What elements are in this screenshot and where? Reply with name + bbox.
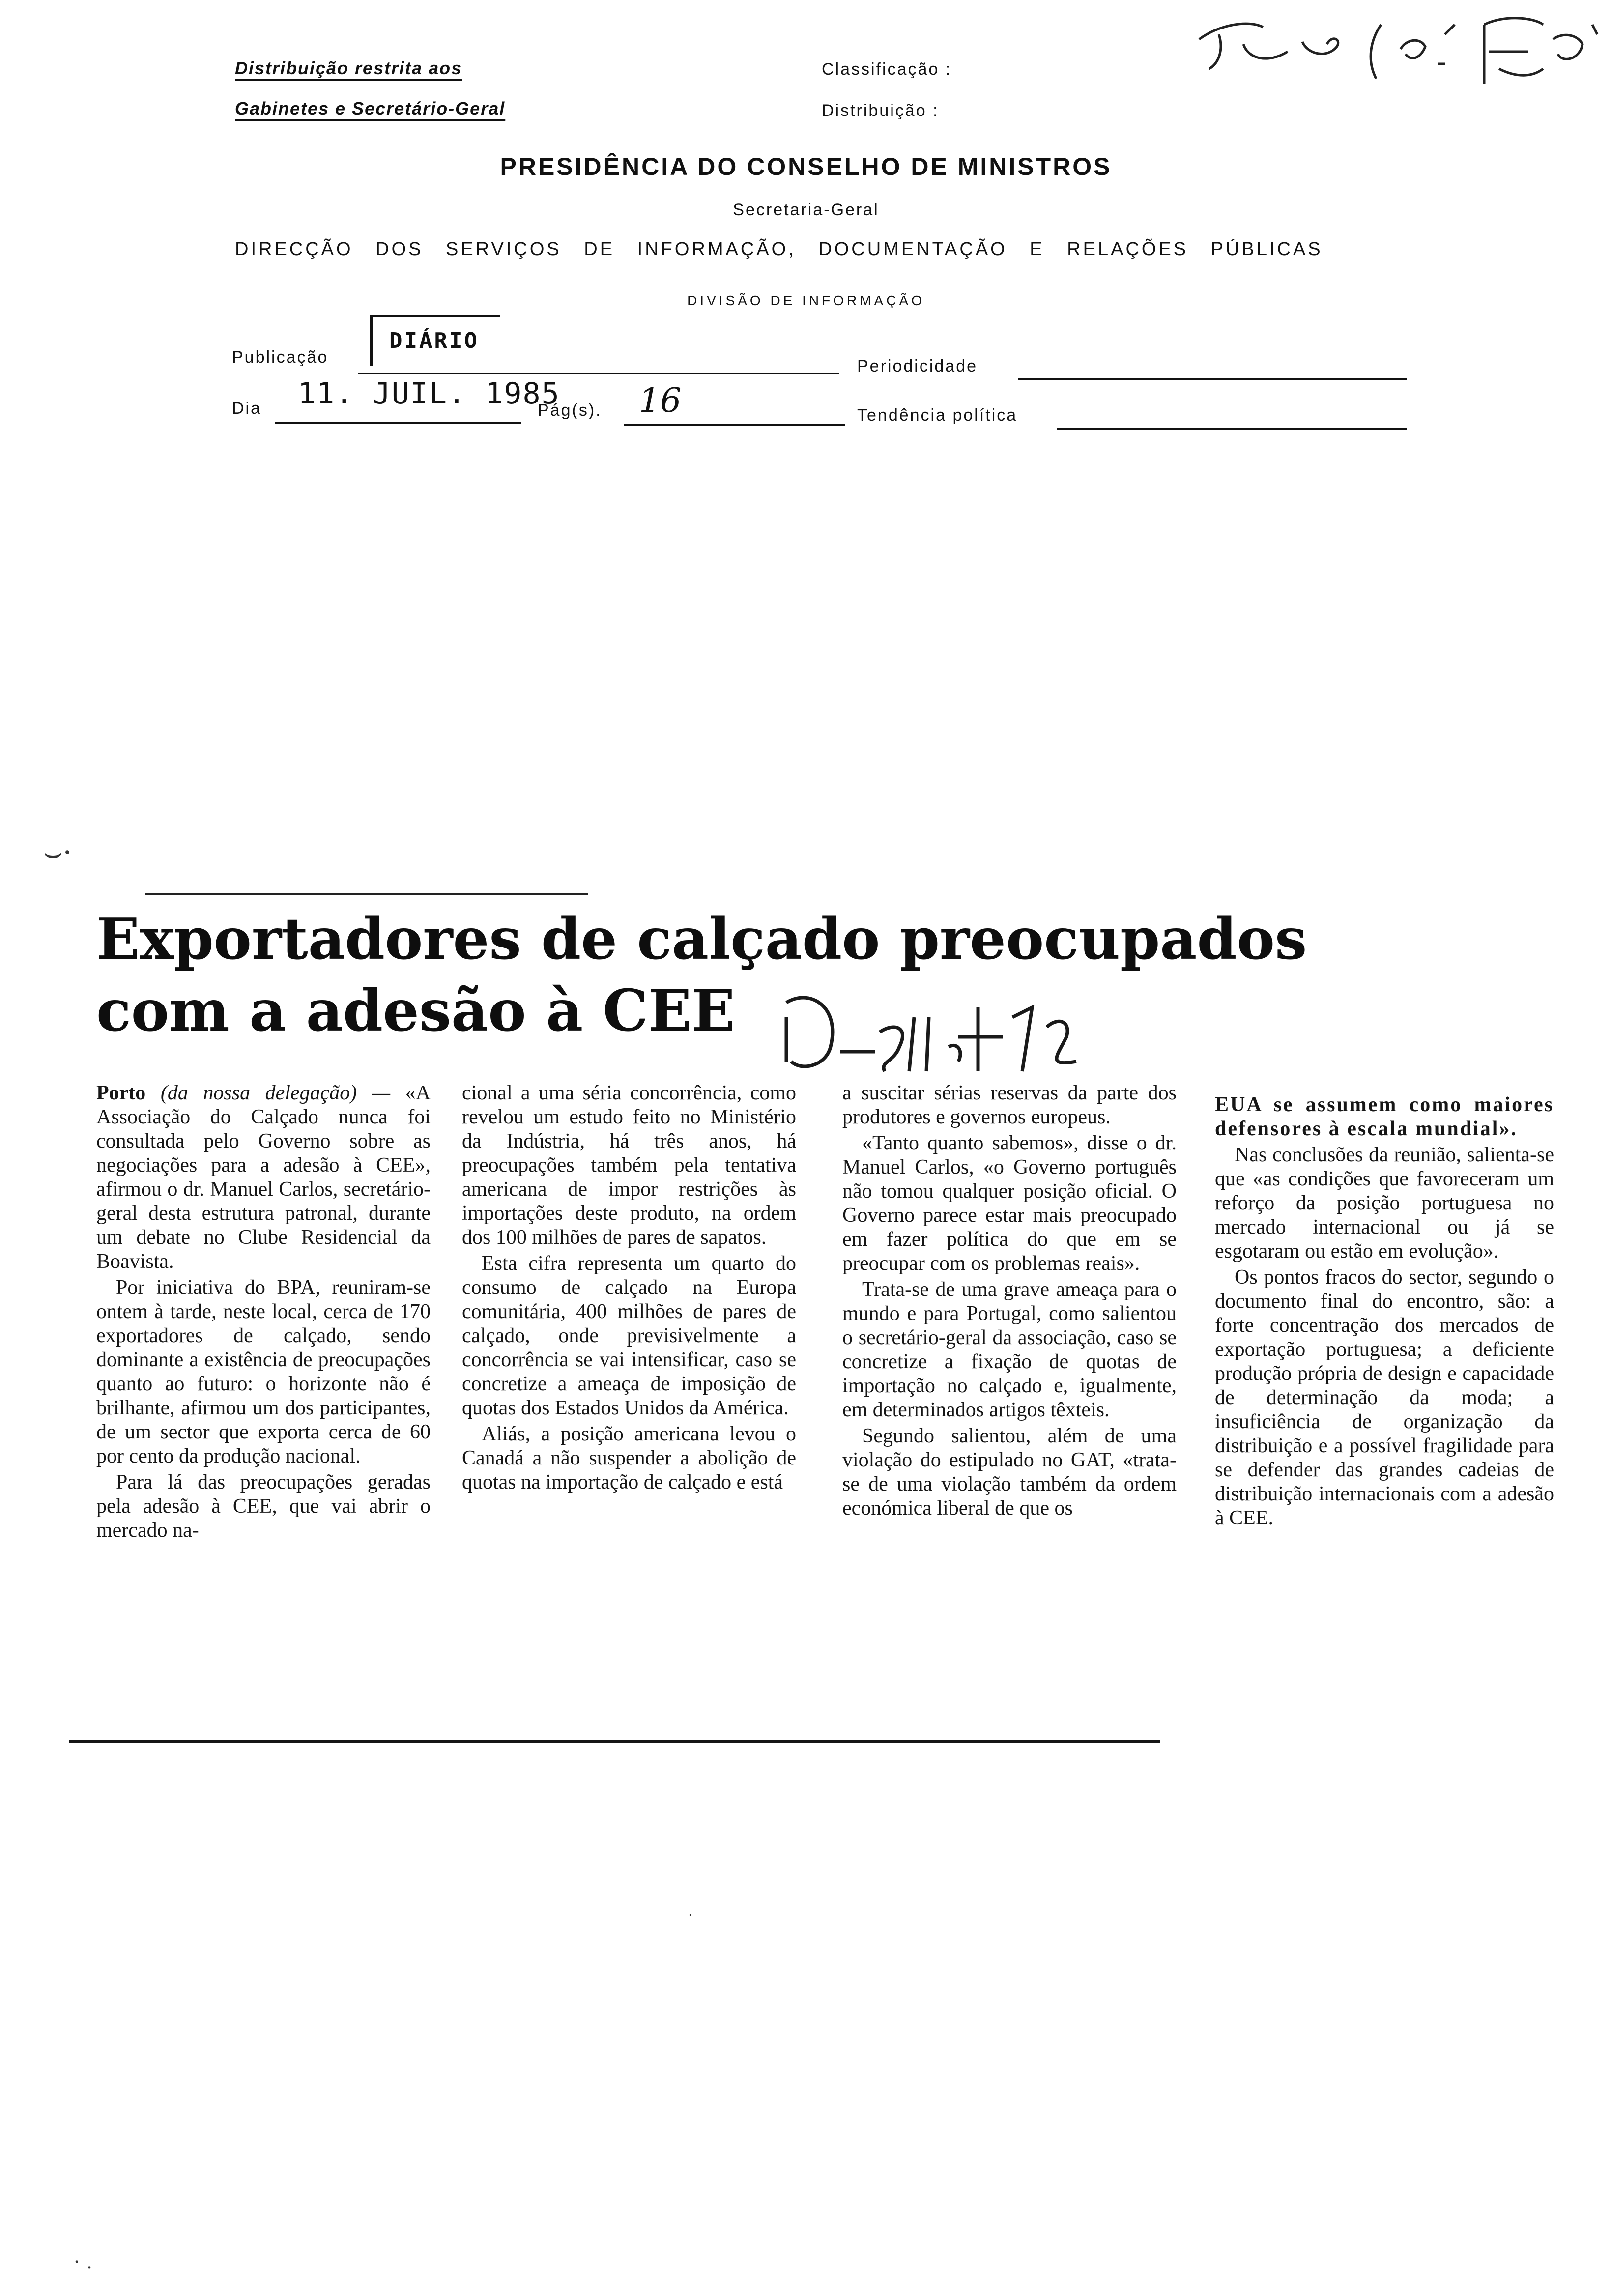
paragraph [96,1081,431,1274]
headline-handwritten-annotation [781,988,1125,1086]
publicacao-label: Publicação [232,348,329,367]
publicacao-stamp [370,315,500,366]
headline-line-1: Exportadores de calçado preocupados [96,906,1307,973]
scan-speck: · . [74,2251,93,2273]
paragraph: cional a uma séria concorrência, como revelou um estudo feito no Ministério da Indústria, há três anos, há preocupações também pela tentativa americana de impor restrições às importações deste produto, na ordem dos 100 milhões de pares de sapatos. [462,1082,796,1249]
dia-underline [275,422,521,424]
headline-line-2: com a adesão à CEE [96,977,735,1044]
article-column-3 [842,1081,1177,1521]
tendencia-label: Tendência política [857,406,1018,425]
paragraph: Por iniciativa do BPA, reuniram-se ontem à tarde, neste local, cerca de 170 exportadores de calçado, sendo dominante a existência de preocupações quanto ao futuro: o horizonte não é brilhante, afirmou um dos participantes, de um sector que exporta cerca de 60 por cento da produção nacional. [96,1276,431,1467]
paragraph: Segundo salientou, além de uma violação do estipulado no GAT, «trata-se de uma violação também da ordem económica liberal de que os [842,1425,1177,1520]
ministry-title: PRESIDÊNCIA DO CONSELHO DE MINISTROS [500,153,1112,180]
annotation-text [781,988,786,989]
direccao-title: DIRECÇÃO DOS SERVIÇOS DE INFORMAÇÃO, DOCUMENTAÇÃO E RELAÇÕES PÚBLICAS [235,239,1323,259]
periodicidade-underline [1018,378,1407,380]
periodicidade-label: Periodicidade [857,357,978,375]
distribution-line-2: Gabinetes e Secretário-Geral [235,98,506,118]
publicacao-value: DIÁRIO [389,328,479,353]
dia-label: Dia [232,399,262,418]
margin-scribble: ⌣· [43,835,72,870]
paragraph: Aliás, a posição americana levou o Canadá a não suspender a abolição de quotas na importação de calçado e está [462,1423,796,1493]
paragraph: Trata-se de uma grave ameaça para o mundo e para Portugal, como salientou o secretário-geral da associação, caso se concretize a fixação de quotas de importação no calçado e, igualmente, em determinados artigos têxteis. [842,1278,1177,1421]
handwritten-reference [1189,5,1612,88]
dia-value: 11. JUIL. 1985 [298,376,560,411]
article-column-2 [462,1081,796,1494]
article-column-1 [96,1081,431,1543]
article-bottom-rule [69,1740,1160,1743]
article-column-4 [1215,1093,1554,1530]
handwritten-reference-text [1189,5,1196,6]
distribution-line-1: Distribuição restrita aos [235,58,462,78]
paragraph: Para lá das preocupações geradas pela adesão à CEE, que vai abrir o mercado na- [96,1471,431,1542]
scan-speck: · [688,1907,693,1924]
paragraph-text: «A Associação do Calçado nunca foi consultada pelo Governo sobre as negociações para a adesão à CEE», afirmou o dr. Manuel Carlos, secretário-geral desta estrutura patronal, durante um debate no Clube Residencial da Boavista. [96,1082,431,1273]
annotation-strokes [781,988,1125,1086]
paragraph: Esta cifra representa um quarto do consumo de calçado na Europa comunitária, 400 milhões de pares de calçado, onde previsivelmente a concorrência se vai intensificar, caso se concretize a ameaça de imposição de quotas dos Estados Unidos da América. [462,1252,796,1419]
paragraph: Nas conclusões da reunião, salienta-se que «as condições que favoreceram um reforço da posição portuguesa no mercado internacional ou já se esgotaram ou estão em evolução». [1215,1144,1554,1263]
pags-label: Pág(s). [538,401,602,420]
pags-underline [624,424,845,426]
dateline: Porto [96,1082,146,1104]
paragraph: Os pontos fracos do sector, segundo o documento final do encontro, são: a forte concentração dos mercados de exportação portuguesa; a deficiente produção própria de design e capacidade de determinação da moda; a insuficiência de organização da distribuição e a possível fragilidade para se defender das grandes cadeias de distribuição internacionais com a adesão à CEE. [1215,1266,1554,1529]
paragraph: EUA se assumem como maiores defensores à escala mundial». [1215,1093,1554,1140]
tendencia-underline [1057,428,1407,430]
classificacao-label: Classificação : [822,60,952,79]
paragraph: a suscitar sérias reservas da parte dos produtores e governos europeus. [842,1082,1177,1128]
paragraph: «Tanto quanto sabemos», disse o dr. Manuel Carlos, «o Governo português não tomou qualquer posição oficial. O Governo parece estar mais preocupado em fazer política do que em se preocupar com os problemas reais». [842,1132,1177,1275]
distribuicao-label: Distribuição : [822,101,939,120]
secretaria-geral: Secretaria-Geral [733,201,879,219]
handwritten-reference-strokes [1189,5,1612,88]
pags-value: 16 [639,381,682,420]
article-top-rule [145,893,588,895]
publicacao-underline [358,373,839,374]
dateline-tail: (da nossa delegação) — [160,1082,391,1104]
divisao-title: DIVISÃO DE INFORMAÇÃO [687,293,925,308]
